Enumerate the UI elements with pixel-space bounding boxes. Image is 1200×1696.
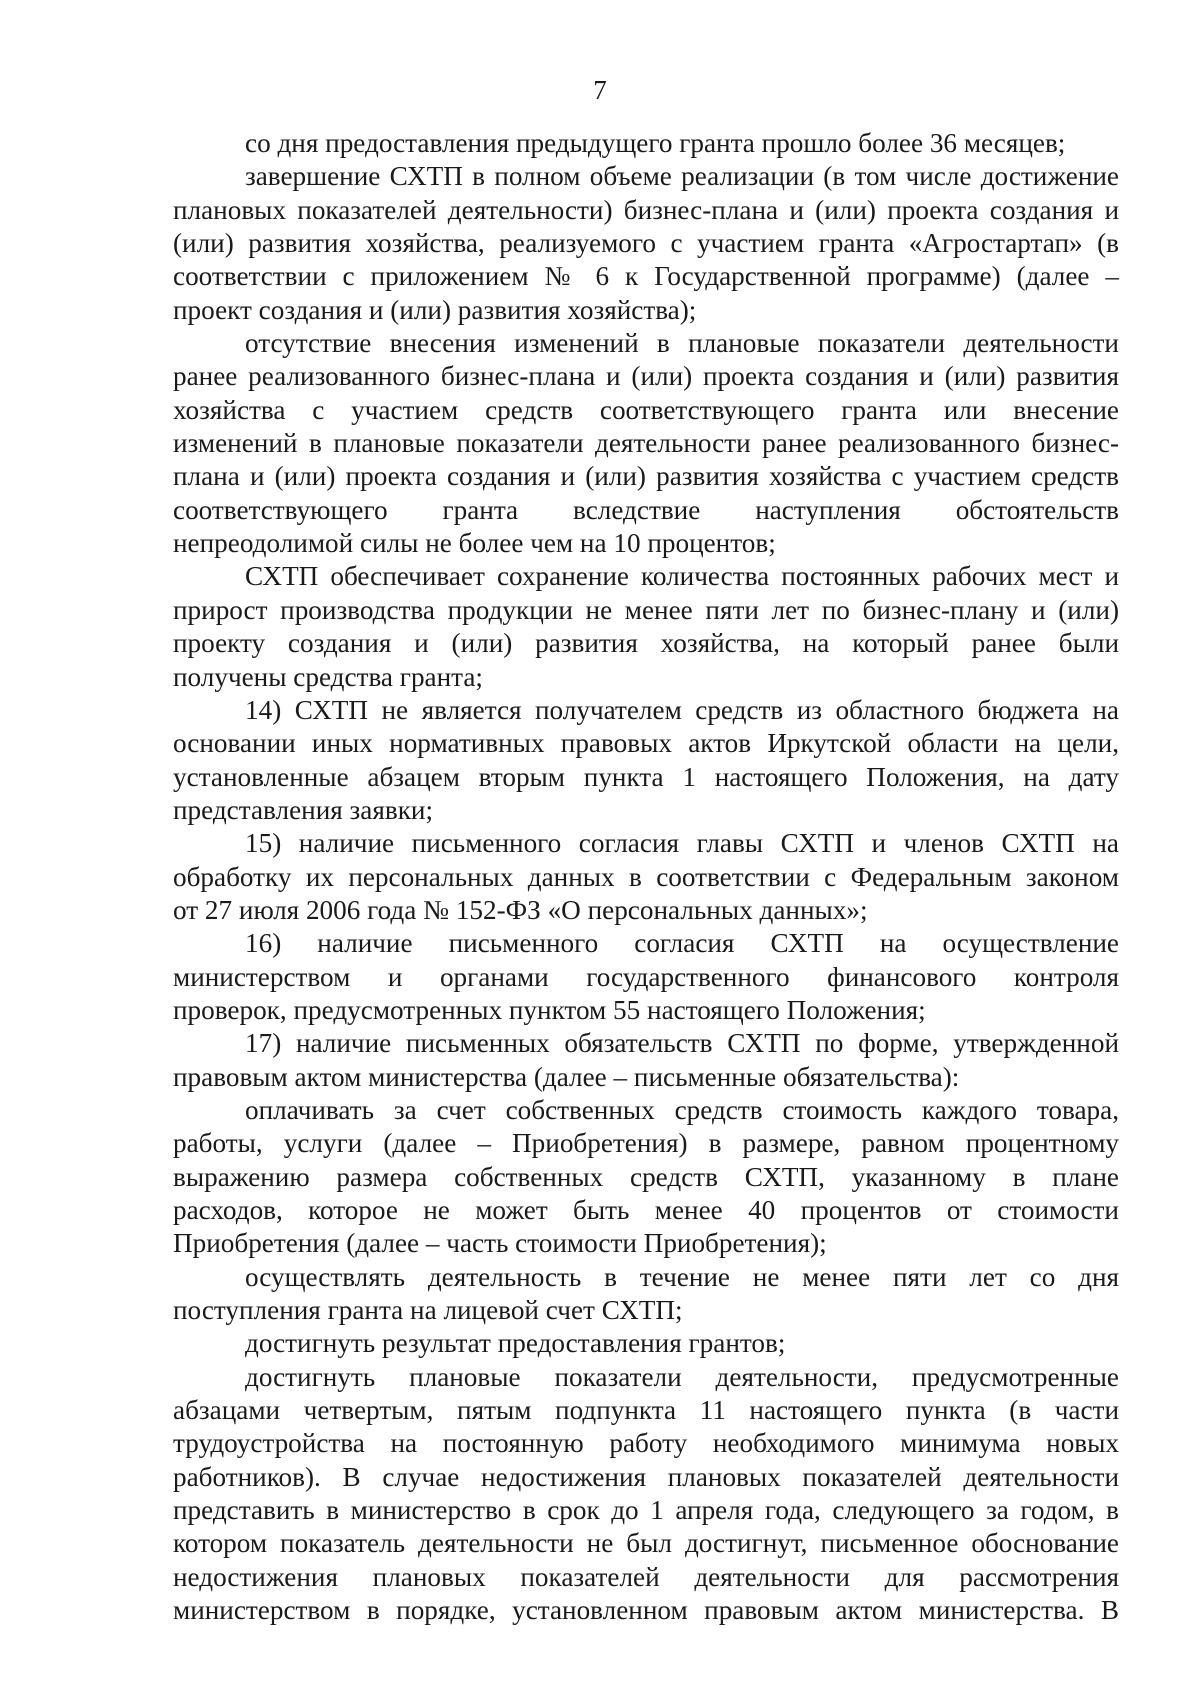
paragraph	[173, 694, 1119, 827]
text-line: установленные абзацем вторым пункта 1 настоящего Положения, на дату	[173, 761, 1119, 792]
text-line: 15) наличие письменного согласия главы СХТП и членов СХТП на	[245, 828, 1119, 859]
text-line: со дня предоставления предыдущего гранта прошло более 36 месяцев;	[245, 128, 1066, 158]
text-line: Приобретения (далее – часть стоимости Приобретения);	[173, 1228, 827, 1259]
text-line: 17) наличие письменных обязательств СХТП по форме, утвержденной	[245, 1028, 1119, 1059]
text-line: представить в министерство в срок до 1 апреля года, следующего за годом, в	[173, 1495, 1119, 1526]
text-line: завершение СХТП в полном объеме реализации (в том числе достижение	[245, 161, 1119, 192]
text-line: котором показатель деятельности не был достигнут, письменное обоснование	[173, 1528, 1119, 1559]
text-line: 16) наличие письменного согласия СХТП на осуществление	[245, 928, 1119, 959]
paragraph	[173, 827, 1119, 927]
page-number: 7	[593, 75, 607, 105]
text-line: представления заявки;	[173, 794, 434, 825]
text-line: плана и (или) проекта создания и (или) развития хозяйства с участием средств	[173, 461, 1119, 492]
text-line: недостижения плановых показателей деятельности для рассмотрения	[173, 1561, 1119, 1592]
paragraph	[173, 1327, 1119, 1360]
paragraph	[173, 160, 1119, 327]
text-line: 14) СХТП не является получателем средств из областного бюджета на	[245, 694, 1119, 725]
text-line: трудоустройства на постоянную работу необходимого минимума новых	[173, 1428, 1119, 1459]
paragraph	[173, 1027, 1119, 1094]
document-body	[173, 127, 1119, 1627]
text-line: обработку их персональных данных в соответствии с Федеральным законом	[173, 861, 1119, 892]
text-line: изменений в плановые показатели деятельности ранее реализованного бизнес-	[173, 428, 1119, 459]
text-line: соответствующего гранта вследствие наступления обстоятельств	[173, 494, 1119, 525]
text-line: работников). В случае недостижения плановых показателей деятельности	[173, 1461, 1119, 1492]
text-line: проект создания и (или) развития хозяйства);	[173, 294, 697, 325]
text-line: СХТП обеспечивает сохранение количества постоянных рабочих мест и	[245, 561, 1119, 592]
text-line: министерством в порядке, установленном правовым актом министерства. В	[173, 1595, 1119, 1626]
text-line: расходов, которое не может быть менее 40 процентов от стоимости	[173, 1195, 1119, 1225]
text-line: поступления гранта на лицевой счет СХТП;	[173, 1295, 683, 1326]
text-line: достигнуть плановые показатели деятельности, предусмотренные	[245, 1361, 1119, 1392]
text-line: непреодолимой силы не более чем на 10 процентов;	[173, 528, 776, 559]
text-line: абзацами четвертым, пятым подпункта 11 настоящего пункта (в части	[173, 1395, 1119, 1426]
text-line: хозяйства с участием средств соответствующего гранта или внесение	[173, 394, 1119, 425]
text-line: получены средства гранта;	[173, 661, 483, 692]
text-line: проекту создания и (или) развития хозяйства, на который ранее были	[173, 628, 1119, 659]
paragraph	[173, 927, 1119, 1027]
text-line: ранее реализованного бизнес-плана и (или) проекта создания и (или) развития	[173, 361, 1119, 392]
paragraph	[173, 1094, 1119, 1261]
paragraph	[173, 327, 1119, 560]
text-line: работы, услуги (далее – Приобретения) в размере, равном процентному	[173, 1128, 1119, 1159]
text-line: оплачивать за счет собственных средств стоимость каждого товара,	[245, 1094, 1119, 1125]
text-line: прирост производства продукции не менее пяти лет по бизнес-плану и (или)	[173, 594, 1119, 625]
text-line: от 27 июля 2006 года № 152-ФЗ «О персональных данных»;	[173, 894, 868, 925]
text-line: осуществлять деятельность в течение не менее пяти лет со дня	[245, 1261, 1119, 1292]
text-line: правовым актом министерства (далее – письменные обязательства):	[173, 1061, 960, 1092]
text-line: министерством и органами государственного финансового контроля	[173, 961, 1119, 992]
text-line: (или) развития хозяйства, реализуемого с участием гранта «Агростартап» (в	[173, 228, 1119, 259]
paragraph	[173, 127, 1119, 160]
paragraph	[173, 1361, 1119, 1628]
text-line: проверок, предусмотренных пунктом 55 настоящего Положения;	[173, 994, 926, 1025]
text-line: плановых показателей деятельности) бизнес-плана и (или) проекта создания и	[173, 194, 1119, 225]
text-line: отсутствие внесения изменений в плановые показатели деятельности	[245, 328, 1119, 359]
text-line: основании иных нормативных правовых актов Иркутской области на цели,	[173, 728, 1119, 759]
paragraph	[173, 560, 1119, 693]
text-line: достигнуть результат предоставления грантов;	[245, 1328, 786, 1359]
text-line: соответствии с приложением № 6 к Государственной программе) (далее –	[173, 261, 1119, 292]
paragraph	[173, 1261, 1119, 1328]
text-line: выражению размера собственных средств СХТП, указанному в плане	[173, 1161, 1119, 1192]
